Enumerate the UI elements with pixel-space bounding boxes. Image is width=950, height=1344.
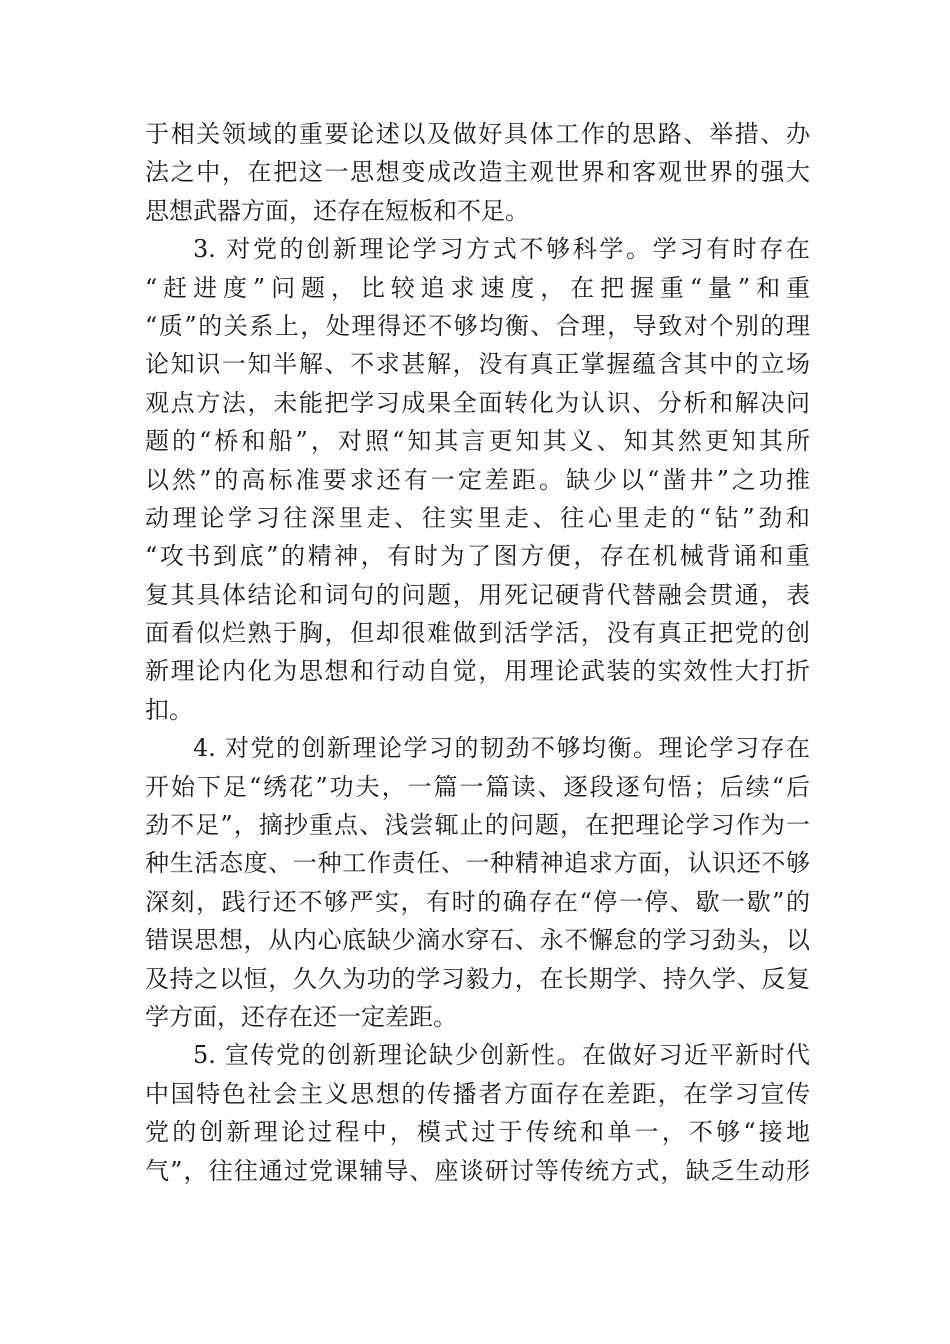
text-line: 题的“桥和船”，对照“知其言更知其义、知其然更知其所 bbox=[145, 427, 810, 456]
text-line: 深刻，践行还不够严实，有时的确存在“停一停、歇一歇”的 bbox=[145, 887, 810, 916]
text-line: 以然”的高标准要求还有一定差距。缺少以“凿井”之功推 bbox=[145, 465, 810, 494]
text-line: 法之中，在把这一思想变成改造主观世界和客观世界的强大 bbox=[145, 158, 810, 187]
text-line: 中国特色社会主义思想的传播者方面存在差距，在学习宣传 bbox=[145, 1079, 810, 1108]
text-line: “赶进度”问题，比较追求速度，在把握重“量”和重 bbox=[145, 273, 810, 302]
document-body bbox=[145, 115, 810, 1190]
text-line: “攻书到底”的精神，有时为了图方便，存在机械背诵和重 bbox=[145, 542, 810, 571]
text-line: “质”的关系上，处理得还不够均衡、合理，导致对个别的理 bbox=[145, 311, 810, 340]
text-line: 复其具体结论和词句的问题，用死记硬背代替融会贯通，表 bbox=[145, 580, 810, 609]
text-line: 及持之以恒，久久为功的学习毅力，在长期学、持久学、反复 bbox=[145, 964, 810, 993]
text-line: 气”，往往通过党课辅导、座谈研讨等传统方式，缺乏生动形 bbox=[145, 1156, 810, 1185]
text-line: 党的创新理论过程中，模式过于传统和单一，不够“接地 bbox=[145, 1118, 810, 1147]
text-line: 新理论内化为思想和行动自觉，用理论武装的实效性大打折 bbox=[145, 657, 810, 686]
text-line: 扣。 bbox=[145, 695, 193, 724]
text-line: 错误思想，从内心底缺少滴水穿石、永不懈怠的学习劲头，以 bbox=[145, 926, 810, 955]
text-line: 种生活态度、一种工作责任、一种精神追求方面，认识还不够 bbox=[145, 849, 810, 878]
text-line: 于相关领域的重要论述以及做好具体工作的思路、举措、办 bbox=[145, 120, 810, 148]
section-heading-line: 3. 对党的创新理论学习方式不够科学。学习有时存在 bbox=[193, 235, 810, 264]
text-line: 学方面，还存在还一定差距。 bbox=[145, 1002, 457, 1031]
text-line: 观点方法，未能把学习成果全面转化为认识、分析和解决问 bbox=[145, 388, 810, 417]
text-line: 劲不足”，摘抄重点、浅尝辄止的问题，在把理论学习作为一 bbox=[145, 811, 810, 840]
text-line: 开始下足“绣花”功夫，一篇一篇读、逐段逐句悟；后续“后 bbox=[145, 772, 810, 801]
text-line: 思想武器方面，还存在短板和不足。 bbox=[145, 196, 529, 225]
section-heading-line: 5. 宣传党的创新理论缺少创新性。在做好习近平新时代 bbox=[193, 1041, 810, 1070]
text-line: 论知识一知半解、不求甚解，没有真正掌握蕴含其中的立场 bbox=[145, 350, 810, 379]
text-line: 面看似烂熟于胸，但却很难做到活学活，没有真正把党的创 bbox=[145, 619, 810, 648]
text-line: 动理论学习往深里走、往实里走、往心里走的“钻”劲和 bbox=[145, 503, 810, 532]
section-heading-line: 4. 对党的创新理论学习的韧劲不够均衡。理论学习存在 bbox=[193, 734, 810, 763]
